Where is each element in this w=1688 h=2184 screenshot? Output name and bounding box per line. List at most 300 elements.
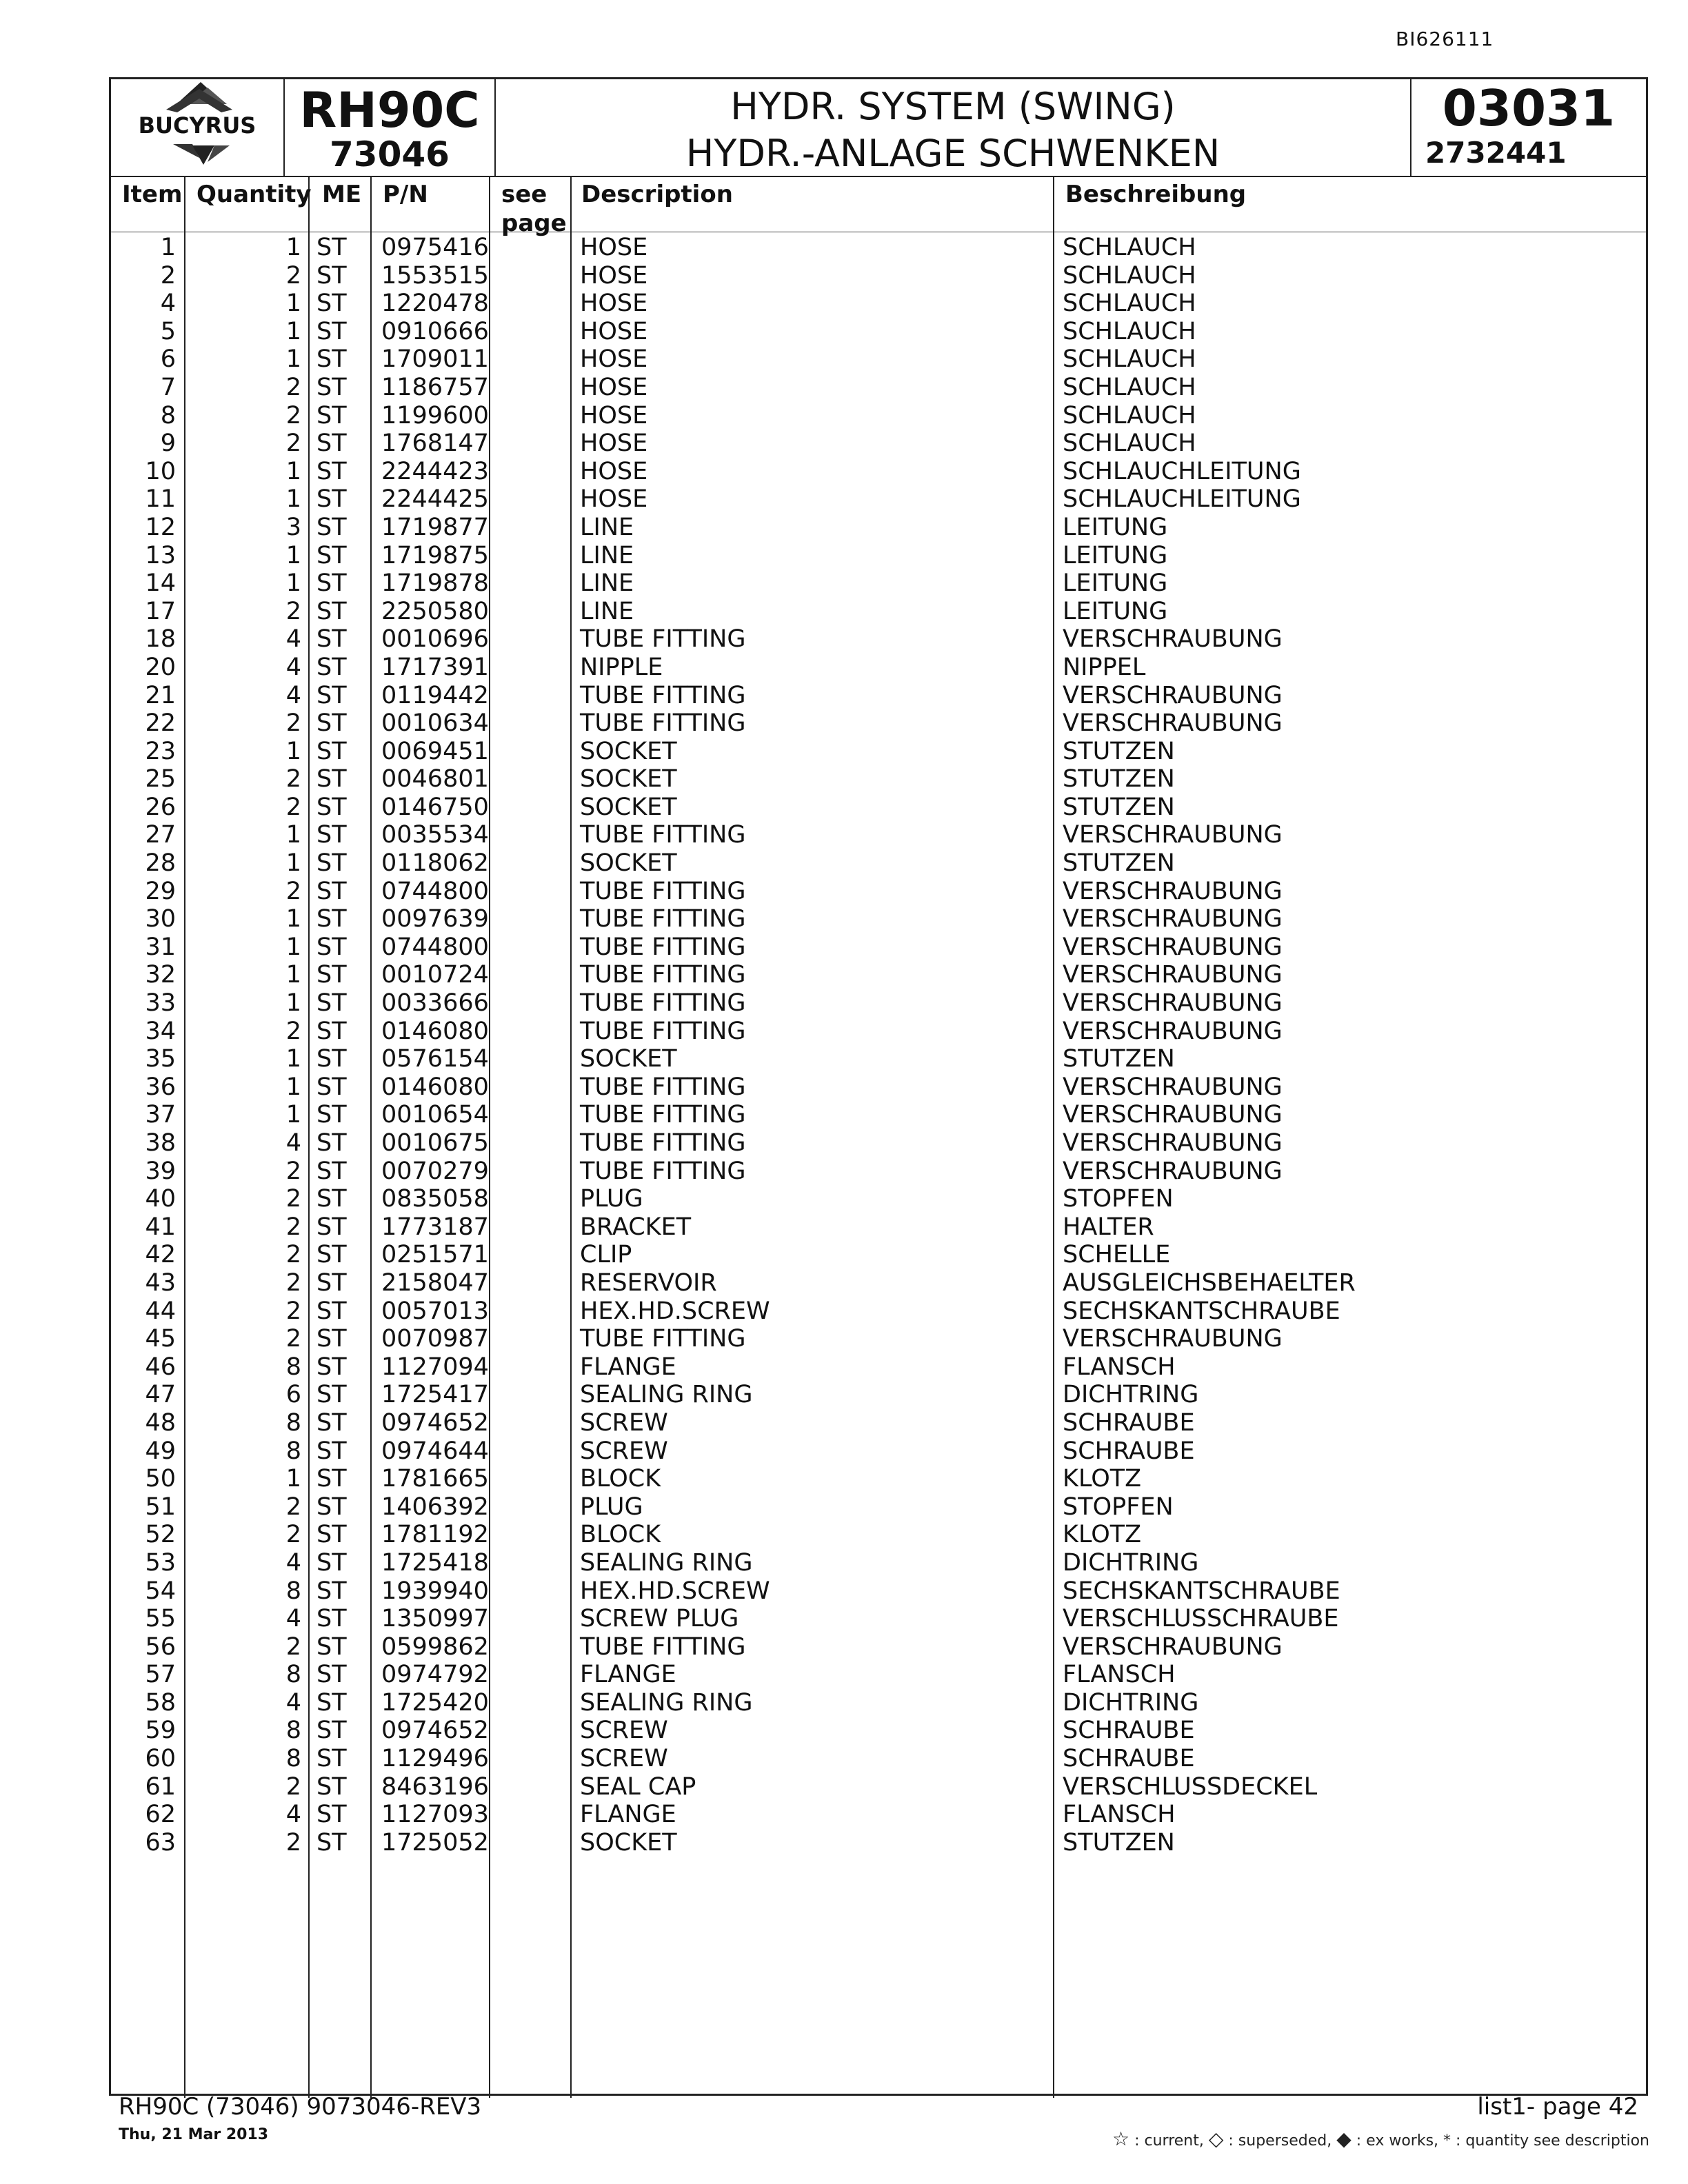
- title-cell: [496, 79, 1410, 176]
- unit-cell: ST: [316, 1408, 347, 1437]
- beschreibung-cell: VERSCHRAUBUNG: [1063, 709, 1283, 738]
- quantity-cell: 2: [285, 1828, 301, 1857]
- description-cell: RESERVOIR: [580, 1268, 717, 1297]
- table-row: [111, 1465, 1646, 1493]
- table-row: [111, 429, 1646, 458]
- quantity-cell: 2: [285, 1213, 301, 1241]
- quantity-cell: 1: [285, 345, 301, 374]
- beschreibung-cell: STOPFEN: [1063, 1493, 1174, 1521]
- beschreibung-cell: SCHRAUBE: [1063, 1745, 1195, 1773]
- table-row: [111, 1018, 1646, 1046]
- column-header-see: see: [501, 181, 547, 208]
- description-cell: TUBE FITTING: [580, 709, 746, 738]
- table-row: [111, 1801, 1646, 1829]
- beschreibung-cell: SCHLAUCHLEITUNG: [1063, 485, 1301, 514]
- unit-cell: ST: [316, 569, 347, 598]
- footer-date: Thu, 21 Mar 2013: [119, 2126, 269, 2143]
- description-cell: HEX.HD.SCREW: [580, 1577, 770, 1605]
- quantity-cell: 6: [285, 1381, 301, 1409]
- table-row: [111, 878, 1646, 906]
- quantity-cell: 2: [285, 1268, 301, 1297]
- beschreibung-cell: LEITUNG: [1063, 569, 1168, 598]
- description-cell: TUBE FITTING: [580, 625, 746, 654]
- table-row: [111, 1157, 1646, 1186]
- item-number: 38: [145, 1129, 176, 1157]
- unit-cell: ST: [316, 1381, 347, 1409]
- legend-superseded: : superseded,: [1228, 2132, 1332, 2150]
- unit-cell: ST: [316, 933, 347, 961]
- beschreibung-cell: SCHLAUCH: [1063, 429, 1196, 458]
- table-row: [111, 1073, 1646, 1102]
- beschreibung-cell: SCHELLE: [1063, 1241, 1171, 1269]
- item-number: 25: [145, 765, 176, 793]
- beschreibung-cell: LEITUNG: [1063, 541, 1168, 569]
- table-row: [111, 569, 1646, 598]
- beschreibung-cell: VERSCHRAUBUNG: [1063, 905, 1283, 933]
- model-cell: [285, 79, 494, 176]
- item-number: 44: [145, 1297, 176, 1325]
- description-cell: SOCKET: [580, 765, 677, 793]
- description-cell: PLUG: [580, 1185, 643, 1213]
- beschreibung-cell: DICHTRING: [1063, 1381, 1199, 1409]
- description-cell: SEALING RING: [580, 1381, 753, 1409]
- beschreibung-cell: SCHLAUCH: [1063, 234, 1196, 261]
- part-number-cell: 0033666: [381, 989, 489, 1018]
- part-number-cell: 0974652: [381, 1408, 489, 1437]
- beschreibung-cell: NIPPEL: [1063, 653, 1146, 681]
- item-number: 41: [145, 1213, 176, 1241]
- item-number: 32: [145, 961, 176, 989]
- table-row: [111, 821, 1646, 849]
- quantity-cell: 2: [285, 1772, 301, 1801]
- item-number: 8: [160, 401, 176, 429]
- beschreibung-cell: STUTZEN: [1063, 1828, 1175, 1857]
- title-english: HYDR. SYSTEM (SWING): [730, 85, 1176, 128]
- quantity-cell: 4: [285, 1605, 301, 1633]
- part-number-cell: 0070279: [381, 1157, 489, 1185]
- description-cell: HOSE: [580, 485, 648, 514]
- column-header-beschreibung: Beschreibung: [1065, 181, 1247, 208]
- part-number-cell: 1406392: [381, 1493, 489, 1521]
- description-cell: HOSE: [580, 345, 648, 374]
- legend-ex-works: : ex works,: [1356, 2132, 1439, 2150]
- description-cell: FLANGE: [580, 1353, 676, 1381]
- table-row: [111, 989, 1646, 1018]
- unit-cell: ST: [316, 793, 347, 821]
- quantity-cell: 8: [285, 1353, 301, 1381]
- part-number-cell: 1717391: [381, 653, 489, 681]
- item-number: 1: [160, 234, 176, 261]
- part-number-cell: 8463196: [381, 1772, 489, 1801]
- part-number-cell: 0146750: [381, 793, 489, 821]
- model-number: 73046: [330, 134, 450, 174]
- item-number: 18: [145, 625, 176, 654]
- table-row: [111, 654, 1646, 682]
- unit-cell: ST: [316, 1325, 347, 1353]
- table-row: [111, 1549, 1646, 1577]
- unit-cell: ST: [316, 1353, 347, 1381]
- item-number: 33: [145, 989, 176, 1018]
- quantity-cell: 1: [285, 290, 301, 318]
- quantity-cell: 1: [285, 933, 301, 961]
- table-row: [111, 1297, 1646, 1326]
- quantity-cell: 2: [285, 877, 301, 905]
- table-row: [111, 234, 1646, 262]
- unit-cell: ST: [316, 234, 347, 261]
- description-cell: LINE: [580, 597, 634, 625]
- table-row: [111, 598, 1646, 626]
- item-number: 31: [145, 933, 176, 961]
- parts-table-body: [111, 234, 1646, 1857]
- description-cell: TUBE FITTING: [580, 1325, 746, 1353]
- unit-cell: ST: [316, 989, 347, 1018]
- part-number-cell: 1553515: [381, 261, 489, 290]
- description-cell: TUBE FITTING: [580, 1073, 746, 1101]
- unit-cell: ST: [316, 877, 347, 905]
- diamond-filled-icon: ◆: [1336, 2127, 1352, 2150]
- part-number-cell: 0975416: [381, 234, 489, 261]
- unit-cell: ST: [316, 1045, 347, 1073]
- part-number-cell: 0599862: [381, 1632, 489, 1661]
- beschreibung-cell: AUSGLEICHSBEHAELTER: [1063, 1268, 1356, 1297]
- quantity-cell: 1: [285, 541, 301, 569]
- quantity-cell: 8: [285, 1745, 301, 1773]
- item-number: 12: [145, 513, 176, 541]
- item-number: 61: [145, 1772, 176, 1801]
- item-number: 58: [145, 1688, 176, 1717]
- table-row: [111, 765, 1646, 793]
- quantity-cell: 8: [285, 1577, 301, 1605]
- quantity-cell: 1: [285, 849, 301, 878]
- quantity-cell: 2: [285, 261, 301, 290]
- item-number: 23: [145, 737, 176, 765]
- quantity-cell: 1: [285, 234, 301, 261]
- table-row: [111, 1577, 1646, 1606]
- item-number: 21: [145, 681, 176, 709]
- item-number: 49: [145, 1437, 176, 1465]
- unit-cell: ST: [316, 1129, 347, 1157]
- unit-cell: ST: [316, 1632, 347, 1661]
- unit-cell: ST: [316, 541, 347, 569]
- table-row: [111, 625, 1646, 654]
- quantity-cell: 1: [285, 1073, 301, 1101]
- quantity-cell: 2: [285, 401, 301, 429]
- beschreibung-cell: SCHLAUCH: [1063, 373, 1196, 401]
- unit-cell: ST: [316, 317, 347, 345]
- quantity-cell: 8: [285, 1408, 301, 1437]
- item-number: 28: [145, 849, 176, 878]
- header-divider: [111, 176, 1646, 177]
- unit-cell: ST: [316, 261, 347, 290]
- unit-cell: ST: [316, 345, 347, 374]
- title-german: HYDR.-ANLAGE SCHWENKEN: [685, 132, 1220, 175]
- unit-cell: ST: [316, 1577, 347, 1605]
- beschreibung-cell: KLOTZ: [1063, 1521, 1142, 1549]
- beschreibung-cell: VERSCHRAUBUNG: [1063, 961, 1283, 989]
- unit-cell: ST: [316, 1717, 347, 1745]
- quantity-cell: 1: [285, 961, 301, 989]
- beschreibung-cell: VERSCHRAUBUNG: [1063, 821, 1283, 849]
- item-number: 26: [145, 793, 176, 821]
- description-cell: HOSE: [580, 373, 648, 401]
- description-cell: BLOCK: [580, 1521, 661, 1549]
- quantity-cell: 1: [285, 1465, 301, 1493]
- beschreibung-cell: FLANSCH: [1063, 1661, 1176, 1689]
- beschreibung-cell: FLANSCH: [1063, 1801, 1176, 1829]
- part-number-cell: 1725418: [381, 1548, 489, 1577]
- beschreibung-cell: VERSCHRAUBUNG: [1063, 1073, 1283, 1101]
- item-number: 29: [145, 877, 176, 905]
- part-number-cell: 0010675: [381, 1129, 489, 1157]
- item-number: 14: [145, 569, 176, 598]
- table-row: [111, 738, 1646, 766]
- unit-cell: ST: [316, 457, 347, 485]
- table-row: [111, 709, 1646, 738]
- unit-cell: ST: [316, 625, 347, 654]
- beschreibung-cell: STUTZEN: [1063, 765, 1175, 793]
- part-number-cell: 0251571: [381, 1241, 489, 1269]
- table-row: [111, 1493, 1646, 1521]
- beschreibung-cell: VERSCHRAUBUNG: [1063, 877, 1283, 905]
- item-number: 62: [145, 1801, 176, 1829]
- quantity-cell: 1: [285, 821, 301, 849]
- part-number-cell: 0070987: [381, 1325, 489, 1353]
- table-row: [111, 262, 1646, 290]
- star-icon: ☆: [1112, 2127, 1130, 2150]
- bucyrus-logo-mark: [111, 79, 283, 176]
- beschreibung-cell: SCHRAUBE: [1063, 1437, 1195, 1465]
- table-row: [111, 849, 1646, 878]
- part-number-cell: 0974652: [381, 1717, 489, 1745]
- part-number-cell: 0010634: [381, 709, 489, 738]
- item-number: 2: [160, 261, 176, 290]
- description-cell: HOSE: [580, 401, 648, 429]
- table-row: [111, 1045, 1646, 1073]
- unit-cell: ST: [316, 709, 347, 738]
- description-cell: SOCKET: [580, 1045, 677, 1073]
- part-number-cell: 2244425: [381, 485, 489, 514]
- quantity-cell: 2: [285, 1185, 301, 1213]
- quantity-cell: 1: [285, 989, 301, 1018]
- description-cell: TUBE FITTING: [580, 821, 746, 849]
- unit-cell: ST: [316, 1801, 347, 1829]
- part-number-cell: 0118062: [381, 849, 489, 878]
- unit-cell: ST: [316, 1073, 347, 1101]
- part-number-cell: 1725420: [381, 1688, 489, 1717]
- description-cell: TUBE FITTING: [580, 1632, 746, 1661]
- part-number-cell: 2250580: [381, 597, 489, 625]
- part-number-cell: 0974644: [381, 1437, 489, 1465]
- item-number: 7: [160, 373, 176, 401]
- part-number-cell: 1220478: [381, 290, 489, 318]
- quantity-cell: 3: [285, 513, 301, 541]
- quantity-cell: 2: [285, 429, 301, 458]
- description-cell: FLANGE: [580, 1661, 676, 1689]
- description-cell: CLIP: [580, 1241, 632, 1269]
- beschreibung-cell: VERSCHRAUBUNG: [1063, 1101, 1283, 1129]
- quantity-cell: 8: [285, 1661, 301, 1689]
- column-header-quantity: Quantity: [197, 181, 312, 208]
- quantity-cell: 4: [285, 625, 301, 654]
- beschreibung-cell: SCHLAUCH: [1063, 290, 1196, 318]
- unit-cell: ST: [316, 1185, 347, 1213]
- table-row: [111, 1409, 1646, 1437]
- description-cell: HOSE: [580, 457, 648, 485]
- table-row: [111, 1101, 1646, 1129]
- unit-cell: ST: [316, 290, 347, 318]
- quantity-cell: 1: [285, 457, 301, 485]
- description-cell: FLANGE: [580, 1801, 676, 1829]
- item-number: 53: [145, 1548, 176, 1577]
- description-cell: NIPPLE: [580, 653, 663, 681]
- document-id: BI626111: [1396, 28, 1494, 50]
- quantity-cell: 1: [285, 1045, 301, 1073]
- part-number-cell: 0974792: [381, 1661, 489, 1689]
- quantity-cell: 2: [285, 1521, 301, 1549]
- part-number-cell: 1719875: [381, 541, 489, 569]
- quantity-cell: 4: [285, 1129, 301, 1157]
- part-number-cell: 1127093: [381, 1801, 489, 1829]
- quantity-cell: 4: [285, 1688, 301, 1717]
- beschreibung-cell: LEITUNG: [1063, 513, 1168, 541]
- part-number-cell: 1781192: [381, 1521, 489, 1549]
- item-number: 43: [145, 1268, 176, 1297]
- beschreibung-cell: SCHRAUBE: [1063, 1717, 1195, 1745]
- part-number-cell: 1350997: [381, 1605, 489, 1633]
- unit-cell: ST: [316, 1828, 347, 1857]
- parts-list-frame: [109, 77, 1648, 2096]
- unit-cell: ST: [316, 401, 347, 429]
- item-number: 52: [145, 1521, 176, 1549]
- item-number: 11: [145, 485, 176, 514]
- item-number: 6: [160, 345, 176, 374]
- table-row: [111, 402, 1646, 430]
- beschreibung-cell: LEITUNG: [1063, 597, 1168, 625]
- beschreibung-cell: VERSCHRAUBUNG: [1063, 1129, 1283, 1157]
- description-cell: SCREW: [580, 1437, 668, 1465]
- item-number: 37: [145, 1101, 176, 1129]
- column-header-me: ME: [322, 181, 362, 208]
- description-cell: SOCKET: [580, 1828, 677, 1857]
- footer-page-number: list1- page 42: [1477, 2093, 1638, 2121]
- footer-legend: [1112, 2127, 1649, 2150]
- unit-cell: ST: [316, 1772, 347, 1801]
- unit-cell: ST: [316, 1745, 347, 1773]
- item-number: 55: [145, 1605, 176, 1633]
- part-number-cell: 0069451: [381, 737, 489, 765]
- brand-logo: [111, 79, 283, 176]
- unit-cell: ST: [316, 373, 347, 401]
- unit-cell: ST: [316, 1437, 347, 1465]
- quantity-cell: 4: [285, 1548, 301, 1577]
- beschreibung-cell: FLANSCH: [1063, 1353, 1176, 1381]
- unit-cell: ST: [316, 905, 347, 933]
- diamond-outline-icon: ◇: [1208, 2127, 1224, 2150]
- part-number-cell: 1129496: [381, 1745, 489, 1773]
- part-number-cell: 0119442: [381, 681, 489, 709]
- description-cell: TUBE FITTING: [580, 905, 746, 933]
- beschreibung-cell: VERSCHLUSSDECKEL: [1063, 1772, 1318, 1801]
- table-row: [111, 542, 1646, 570]
- part-number-cell: 0910666: [381, 317, 489, 345]
- part-number-cell: 2158047: [381, 1268, 489, 1297]
- quantity-cell: 1: [285, 1101, 301, 1129]
- beschreibung-cell: VERSCHRAUBUNG: [1063, 625, 1283, 654]
- part-number-cell: 0046801: [381, 765, 489, 793]
- table-row: [111, 1353, 1646, 1382]
- item-number: 4: [160, 290, 176, 318]
- part-number-cell: 0744800: [381, 877, 489, 905]
- table-row: [111, 1381, 1646, 1409]
- item-number: 42: [145, 1241, 176, 1269]
- beschreibung-cell: STUTZEN: [1063, 793, 1175, 821]
- beschreibung-cell: VERSCHRAUBUNG: [1063, 933, 1283, 961]
- beschreibung-cell: SCHRAUBE: [1063, 1408, 1195, 1437]
- beschreibung-cell: VERSCHLUSSCHRAUBE: [1063, 1605, 1339, 1633]
- quantity-cell: 4: [285, 1801, 301, 1829]
- quantity-cell: 2: [285, 597, 301, 625]
- quantity-cell: 2: [285, 1297, 301, 1325]
- unit-cell: ST: [316, 821, 347, 849]
- part-number-cell: 1781665: [381, 1465, 489, 1493]
- table-row: [111, 1437, 1646, 1466]
- unit-cell: ST: [316, 513, 347, 541]
- quantity-cell: 1: [285, 737, 301, 765]
- description-cell: SCREW: [580, 1717, 668, 1745]
- item-number: 60: [145, 1745, 176, 1773]
- unit-cell: ST: [316, 1213, 347, 1241]
- item-number: 13: [145, 541, 176, 569]
- beschreibung-cell: STUTZEN: [1063, 1045, 1175, 1073]
- quantity-cell: 2: [285, 793, 301, 821]
- description-cell: LINE: [580, 541, 634, 569]
- table-row: [111, 1717, 1646, 1745]
- quantity-cell: 2: [285, 1157, 301, 1185]
- beschreibung-cell: SCHLAUCH: [1063, 345, 1196, 374]
- table-row: [111, 374, 1646, 402]
- table-row: [111, 1829, 1646, 1857]
- beschreibung-cell: STUTZEN: [1063, 849, 1175, 878]
- unit-cell: ST: [316, 1268, 347, 1297]
- part-number-cell: 1725417: [381, 1381, 489, 1409]
- table-row: [111, 1241, 1646, 1269]
- description-cell: BRACKET: [580, 1213, 692, 1241]
- part-number-cell: 1939940: [381, 1577, 489, 1605]
- part-number-cell: 1709011: [381, 345, 489, 374]
- unit-cell: ST: [316, 849, 347, 878]
- table-row: [111, 1213, 1646, 1242]
- item-number: 34: [145, 1017, 176, 1045]
- beschreibung-cell: SECHSKANTSCHRAUBE: [1063, 1297, 1340, 1325]
- beschreibung-cell: VERSCHRAUBUNG: [1063, 1017, 1283, 1045]
- quantity-cell: 2: [285, 765, 301, 793]
- part-number-cell: 1725052: [381, 1828, 489, 1857]
- table-row: [111, 1745, 1646, 1773]
- table-row: [111, 485, 1646, 514]
- item-number: 46: [145, 1353, 176, 1381]
- unit-cell: ST: [316, 1297, 347, 1325]
- part-number-cell: 1773187: [381, 1213, 489, 1241]
- beschreibung-cell: STOPFEN: [1063, 1185, 1174, 1213]
- description-cell: SEALING RING: [580, 1548, 753, 1577]
- item-number: 36: [145, 1073, 176, 1101]
- description-cell: HEX.HD.SCREW: [580, 1297, 770, 1325]
- description-cell: SCREW: [580, 1745, 668, 1773]
- description-cell: TUBE FITTING: [580, 1157, 746, 1185]
- part-number-cell: 0744800: [381, 933, 489, 961]
- unit-cell: ST: [316, 1548, 347, 1577]
- beschreibung-cell: DICHTRING: [1063, 1688, 1199, 1717]
